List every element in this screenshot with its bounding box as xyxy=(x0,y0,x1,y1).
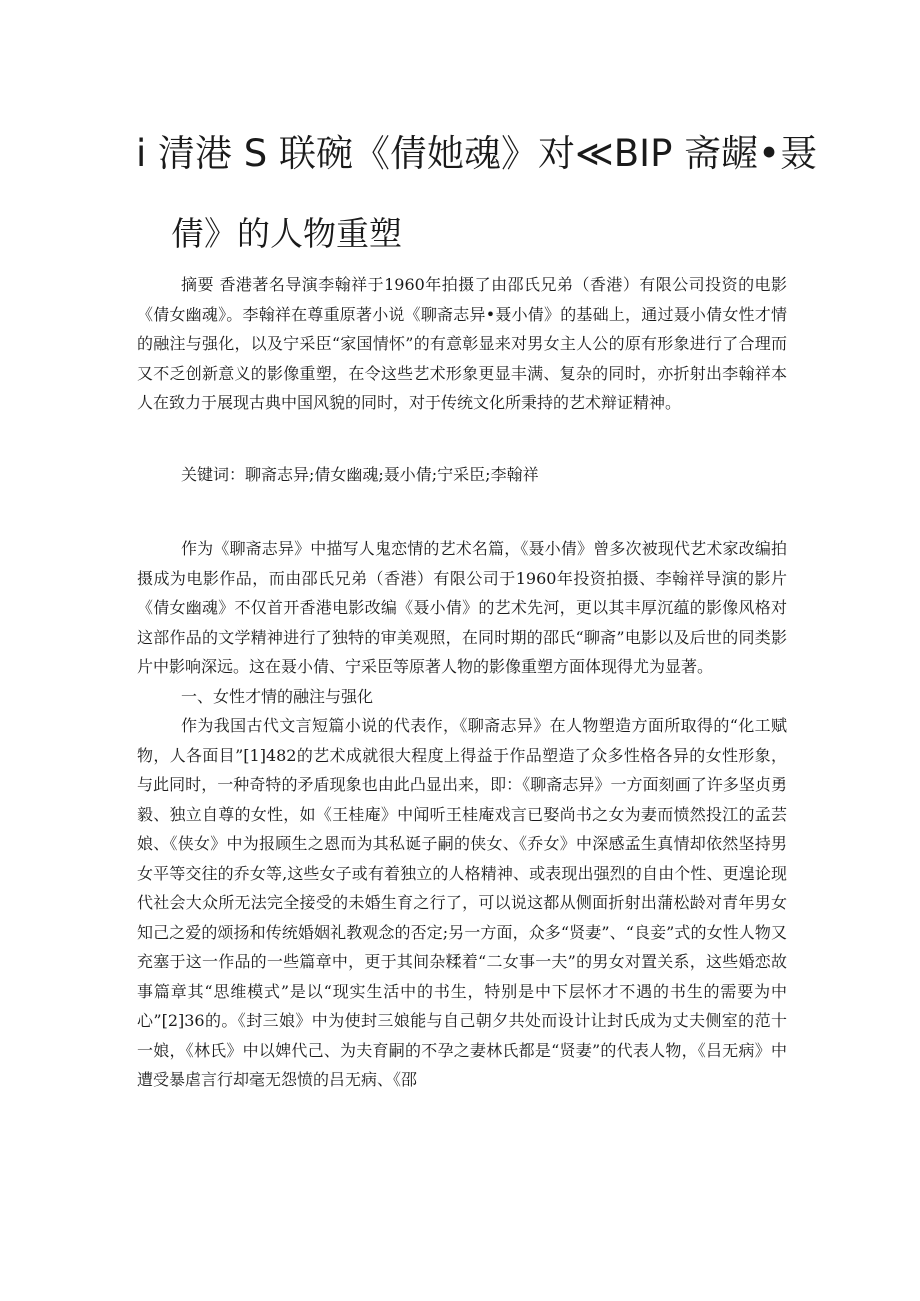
main-text xyxy=(137,534,787,1095)
section-heading: 一、女性才情的融注与强化 xyxy=(181,686,374,706)
title-line-2: 倩》的人物重塑 xyxy=(171,214,402,253)
title-line-1: i 清港 S 联碗《倩她魂》对≪BIP 斋龌•聂 xyxy=(136,132,817,175)
abstract-paragraph: 摘要 香港著名导演李翰祥于1960年拍摄了由邵氏兄弟（香港）有限公司投资的电影《倩女幽魂》。李翰祥在尊重原著小说《聊斋志异•聂小倩》的基础上，通过聂小倩女性才情的融注与强化，以及宁采臣“家国情怀”的有意彰显来对男女主人公的原有形象进行了合理而又不乏创新意义的影像重塑，在令这些艺术形象更显丰满、复杂的同时，亦折射出李翰祥本人在致力于展现古典中国风貌的同时，对于传统文化所秉持的艺术辩证精神。 xyxy=(137,275,787,412)
keywords-line: 关键词：聊斋志异;倩女幽魂;聂小倩;宁采臣;李翰祥 xyxy=(181,465,539,484)
intro-paragraph: 作为《聊斋志异》中描写人鬼恋情的艺术名篇，《聂小倩》曾多次被现代艺术家改编拍摄成为电影作品，而由邵氏兄弟（香港）有限公司于1960年投资拍摄、李翰祥导演的影片《倩女幽魂》不仅首开香港电影改编《聂小倩》的艺术先河，更以其丰厚沉蕴的影像风格对这部作品的文学精神进行了独特的审美观照，在同时期的邵氏“聊斋”电影以及后世的同类影片中影响深远。这在聂小倩、宁采臣等原著人物的影像重塑方面体现得尤为显著。 xyxy=(137,539,787,676)
section-paragraph: 作为我国古代文言短篇小说的代表作，《聊斋志异》在人物塑造方面所取得的“化工赋物，人各面目”[1]482的艺术成就很大程度上得益于作品塑造了众多性格各异的女性形象，与此同时，一种奇特的矛盾现象也由此凸显出来，即：《聊斋志异》一方面刻画了许多坚贞勇毅、独立自尊的女性，如《王桂庵》中闻听王桂庵戏言已娶尚书之女为妻而愤然投江的孟芸娘、《侠女》中为报顾生之恩而为其私诞子嗣的侠女、《乔女》中深感孟生真情却依然坚持男女平等交往的乔女等,这些女子或有着独立的人格精神、或表现出强烈的自由个性、更遑论现代社会大众所无法完全接受的未婚生育之行了，可以说这都从侧面折射出蒲松龄对青年男女知己之爱的颂扬和传统婚姻礼教观念的否定;另一方面，众多“贤妻”、“良妾”式的女性人物又充塞于这一作品的一些篇章中，更于其间杂糅着“二女事一夫”的男女对置关系，这些婚恋故事篇章其“思维模式”是以“现实生活中的书生，特别是中下层怀才不遇的书生的需要为中心”[2]36的。《封三娘》中为使封三娘能与自己朝夕共处而设计让封氏成为丈夫侧室的范十一娘，《林氏》中以婢代己、为夫育嗣的不孕之妻林氏都是“贤妻”的代表人物，《吕无病》中遭受暴虐言行却毫无怨愤的吕无病、《邵 xyxy=(137,716,787,1089)
